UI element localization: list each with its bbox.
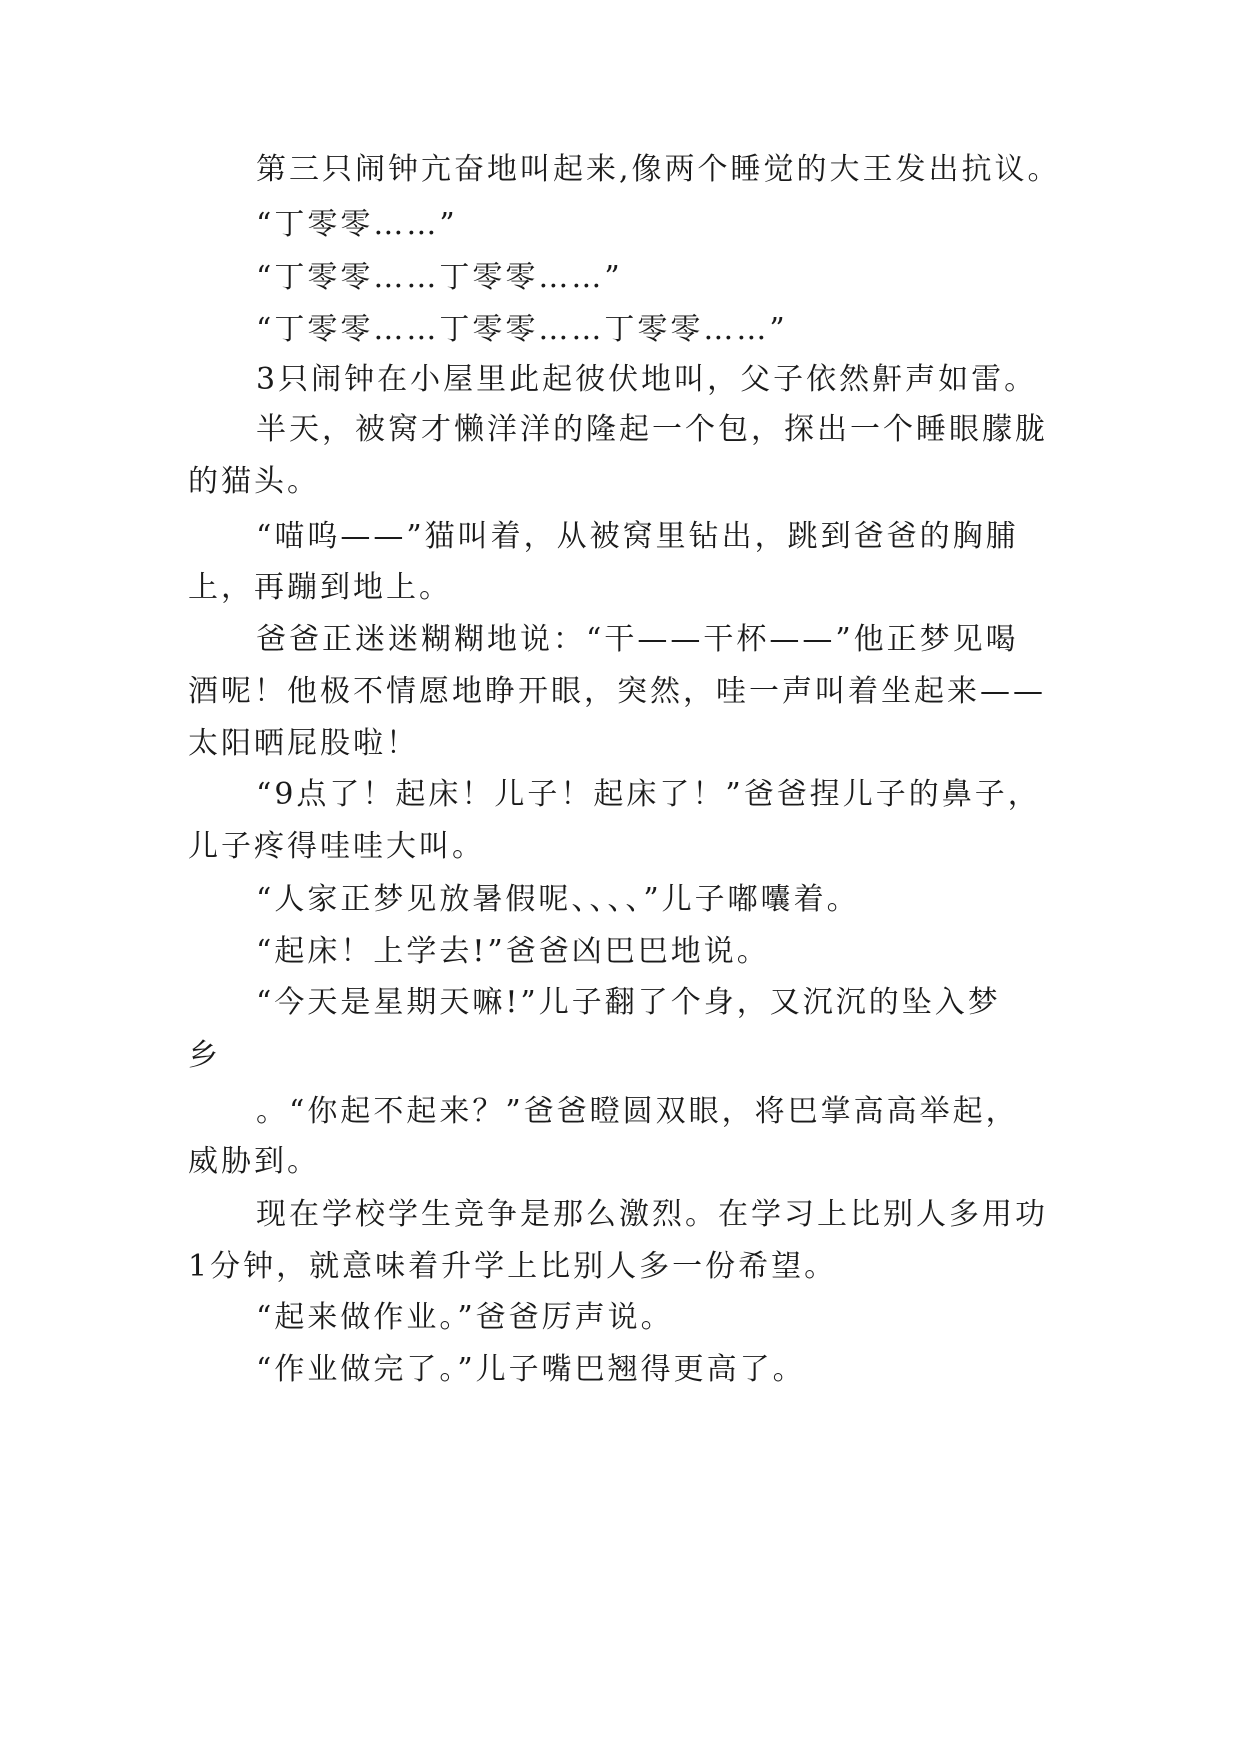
paragraph-line: “丁零零……丁零零……”: [256, 260, 623, 295]
paragraph-line: “丁零零……”: [256, 207, 458, 242]
paragraph-line: 半天，被窝才懒洋洋的隆起一个包，探出一个睡眼朦胧: [256, 412, 1048, 447]
paragraph-line: 的猫头。: [188, 464, 320, 499]
paragraph-line: “今天是星期天嘛!”儿子翻了个身，又沉沉的坠入梦: [256, 985, 1001, 1020]
paragraph-line: 。“你起不起来？”爸爸瞪圆双眼，将巴掌高高举起，: [256, 1094, 1019, 1129]
paragraph-line: 1分钟，就意味着升学上比别人多一份希望。: [188, 1249, 838, 1284]
paragraph-line: 乡: [188, 1038, 221, 1073]
paragraph-line: 第三只闹钟亢奋地叫起来,像两个睡觉的大王发出抗议。: [256, 152, 1061, 187]
paragraph-line: 太阳晒屁股啦！: [188, 726, 419, 761]
paragraph-line: 儿子疼得哇哇大叫。: [188, 829, 485, 864]
paragraph-line: “丁零零……丁零零……丁零零……”: [256, 312, 788, 347]
paragraph-line: 爸爸正迷迷糊糊地说：“干——干杯——”他正梦见喝: [256, 622, 1019, 657]
paragraph-line: “人家正梦见放暑假呢、、、、”儿子嘟囔着。: [256, 882, 860, 917]
paragraph-line: “起床！上学去!”爸爸凶巴巴地说。: [256, 934, 770, 969]
paragraph-line: 3只闹钟在小屋里此起彼伏地叫，父子依然鼾声如雷。: [256, 362, 1038, 397]
paragraph-line: 现在学校学生竞争是那么激烈。在学习上比别人多用功: [256, 1197, 1048, 1232]
paragraph-line: “起来做作业。”爸爸厉声说。: [256, 1300, 674, 1335]
paragraph-line: 威胁到。: [188, 1144, 320, 1179]
paragraph-line: 酒呢！他极不情愿地睁开眼，突然，哇一声叫着坐起来——: [188, 674, 1046, 709]
paragraph-line: “作业做完了。”儿子嘴巴翘得更高了。: [256, 1352, 806, 1387]
paragraph-line: “9点了！起床！儿子！起床了！”爸爸捏儿子的鼻子，: [256, 777, 1041, 812]
paragraph-line: 上，再蹦到地上。: [188, 570, 452, 605]
paragraph-line: “喵呜——”猫叫着，从被窝里钻出，跳到爸爸的胸脯: [256, 519, 1019, 554]
